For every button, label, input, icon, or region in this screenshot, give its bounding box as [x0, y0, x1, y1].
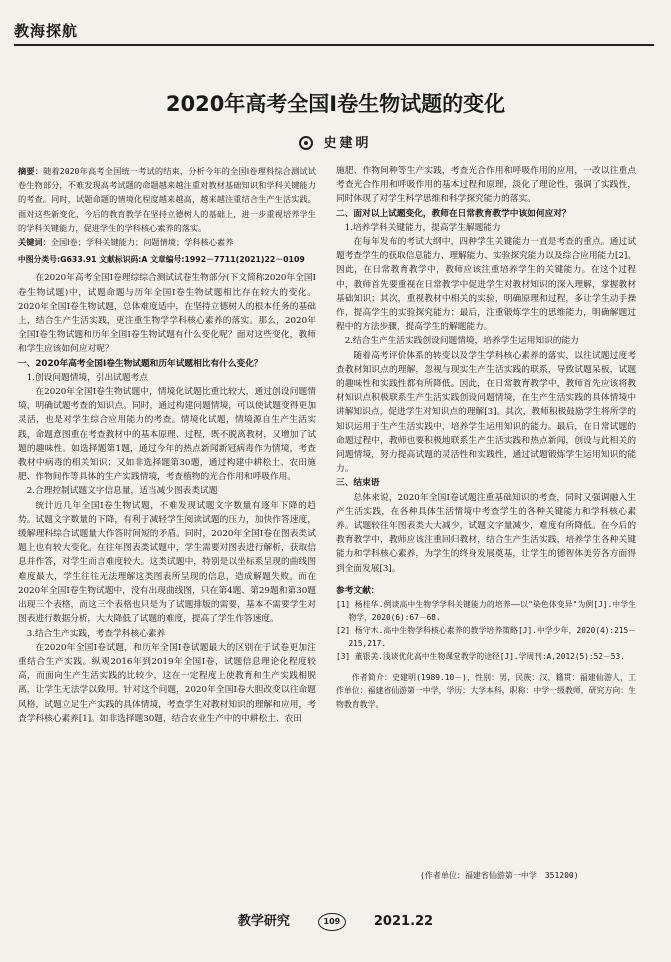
right-paragraph: 随着高考评价体系的转变以及学生学科核心素养的落实，以往试题过度考查教材知识点的理解，忽视与现实生产生活实践的联系，导致试题呆板，试题的趣味性和实践性都有所降低。因此，在日常教育教学中，教师首先应该将教材知识点积极联系生产生活实践创设问题情境，在生产生活实践的具体情境中讲解知识点，促进学生对知识点的理解[3]。其次，教师积极鼓励学生将所学的知识运用于生产生活实践中，培养学生运用知识的能力。最后，在日常试题的命题过程中，教师也要积极地联系生产生活实践和热点新闻，创设与此相关的问题情境，努力提高试题的灵活性和实践性，通过试题锻炼学生运用知识的能力。 — [336, 350, 636, 475]
left-column — [18, 164, 316, 726]
right-paragraph: 在每年发布的考试大纲中，四种学生关键能力一直是考查的重点。通过试题考查学生的获取信息能力、理解能力、实验探究能力以及综合应用能力[2]。因此，在日常教育教学中，教师应该注重培养学生的关键能力。在这个过程中，教师首先要重视在日常教学中促进学生对教材知识的深入理解，掌握教材基础知识；其次，重视教材中相关的实验，明确原理和过程，多让学生动手操作，提高学生的实验探究能力；最后，注重锻炼学生的思维能力，明确解题过程中的方法步骤，提高学生的解题能力。 — [336, 237, 636, 333]
references-list — [336, 598, 636, 663]
left-body — [18, 271, 316, 726]
left-subheading: 1.创设问题情境，引出试题考点 — [26, 372, 148, 383]
left-subheading: 2.合理控制试题文字信息量，适当减少图表类试题 — [26, 486, 218, 497]
author-info: 作者简介：史建明(1989.10－)，性别：男，民族：汉，籍贯：福建仙游人，工作单位：福建省仙游第一中学，学历：大学本科，职称：中学一级教师，研究方向：生物教育教学。 — [336, 673, 636, 709]
abstract — [18, 164, 316, 235]
keywords-text: 全国Ⅰ卷；学科关键能力；问题情境；学科核心素养 — [50, 237, 234, 248]
footer-journal: 教学研究 — [237, 914, 290, 929]
right-subheading: 1.培养学科关键能力，提高学生解题能力 — [344, 222, 501, 233]
section-tag: 教海探航 — [14, 22, 79, 40]
header-divider — [14, 44, 654, 46]
right-body — [336, 164, 636, 576]
author-name: 史建明 — [323, 136, 372, 151]
left-heading: 一、2020年高考全国Ⅰ卷生物试题和历年试题相比有什么变化？ — [18, 358, 263, 369]
right-subheading: 2.结合生产生活实践创设问题情境，培养学生运用知识的能力 — [344, 336, 579, 347]
page-footer — [0, 910, 671, 931]
classification-meta: 中图分类号:G633.91 文献标识码:A 文章编号:1992－7711(2021)22－0109 — [18, 255, 305, 265]
keywords-label: 关键词： — [18, 237, 51, 248]
left-paragraph: 在2020年全国Ⅰ卷试题，和历年全国Ⅰ卷试题最大的区别在于试卷更加注重结合生产实践。纵观2016年到2019年全国Ⅰ卷，试题信息理论化程度较高，而面向生产生活实践的比较少，这在一定程度上使教育和生产实践相脱离，让学生无法学以致用。针对这个问题，2020年全国Ⅰ卷大胆改变以往命题风格，试题立足生产实践的具体情境，考查学生对教材知识的理解和应用，考查学科核心素养[1]。如非选择题30题，结合农业生产中的中耕松土、农田 — [18, 642, 316, 724]
left-paragraph: 在2020年高考全国Ⅰ卷理综综合测试试卷生物部分(下文简称2020年全国Ⅰ卷生物试题)中，试题命题与历年全国Ⅰ卷生物试题相比存在较大的变化。2020年全国Ⅰ卷生物试题，总体难度适中，在坚持立德树人的根本任务的基础上，结合生产生活实践，更注重生物学学科核心素养的落实。那么，2020年全国Ⅰ卷生物试题和历年全国Ⅰ卷生物试题有什么变化呢？面对这些变化，教师和学生应该如何应对呢？ — [18, 273, 316, 355]
right-paragraph: 施肥、作物间种等生产实践，考查光合作用和呼吸作用的应用，一改以往重点考查光合作用和呼吸作用的基本过程和原理，淡化了理论性，强调了实践性，同时体现了对学生科学思维和科学探究能力的落实。 — [336, 166, 636, 205]
author-line — [0, 132, 671, 151]
right-heading: 三、结束语 — [336, 478, 380, 489]
reference-item: [3] 董银美.浅谈优化高中生物课堂教学的途径[J].学周刊:A,2012(5):52－53. — [336, 652, 625, 662]
abstract-text: 随着2020年高考全国统一考试的结束，分析今年的全国Ⅰ卷理科综合测试试卷生物部分，不难发现高考试题的命题越来越注重对教材基础知识和学科关键能力的考查。同时，试题命题的情境化程度越来越高，越来越注重结合生产生活实践。面对这些新变化，今后的教育教学在坚持立德树人的基础上，进一步重视培养学生的学科关键能力，促进学生的学科核心素养的落实。 — [18, 166, 316, 233]
author-affiliation: (作者单位：福建省仙游第一中学 351200) — [420, 871, 579, 880]
author-mark-icon — [299, 136, 313, 150]
article-title: 2020年高考全国Ⅰ卷生物试题的变化 — [165, 92, 506, 116]
right-paragraph: 总体来说，2020年全国Ⅰ卷试题注重基础知识的考查，同时又强调融入生产生活实践，在各种具体生活情境中考查学生的各种关键能力和学科核心素养。试题较往年图表类大大减少，试题文字量减少，难度有所降低。在今后的教育教学中，教师应该注重回归教材，结合生产生活实践，培养学生各种关键能力和学科核心素养，为学生的终身发展奠基，让学生的德智体美劳各方面得到全面发展[3]。 — [336, 492, 636, 574]
footer-issue: 2021.22 — [373, 914, 434, 929]
abstract-label: 摘要： — [18, 166, 44, 176]
reference-item: [1] 杨桂华.例谈高中生物学学科关键能力的培养——以"染色体变异"为例[J].中学生物学，2020(6):67－68. — [336, 600, 636, 623]
left-subheading: 3.结合生产实践，考查学科核心素养 — [26, 628, 166, 639]
reference-item: [2] 杨守木.高中生物学科核心素养的教学培养策略[J].中学少年，2020(4):215－215,217. — [336, 626, 636, 649]
right-heading: 二、面对以上试题变化，教师在日常教育教学中该如何应对？ — [336, 208, 571, 219]
left-paragraph: 在2020年全国Ⅰ卷生物试题中，情境化试题比重比较大，通过创设问题情境，明确试题考查的知识点。同时，通过构建问题情境，可以使试题变得更加灵活，也是对学生综合应用能力的考查。情境化试题，情境源自生产生活实践，命题意图重在考查教材中的基本原理、过程，既不脱离教材，又增加了试题的趣味性。如选择题第1题，通过今年的热点新闻新冠病毒作为情境，考查教材中病毒的相关知识；又如非选择题第30题，通过构建中耕松土、农田施肥、作物间作等具体的生产实践情境，考查植物的光合作用和呼吸作用。 — [18, 387, 316, 483]
references-title: 参考文献： — [336, 585, 380, 596]
footer-page-number: 109 — [318, 913, 346, 931]
right-column — [336, 164, 636, 711]
left-paragraph: 统计近几年全国Ⅰ卷生物试题，不难发现试题文字数量有逐年下降的趋势。试题文字数量的下降，有利于减轻学生阅读试题的压力，加快作答速度，缓解理科综合试题量大作答时间短的矛盾。同时，2020年全国Ⅰ卷在图表类试题上也有较大变化。在往年图表类试题中，学生需要对图表进行解析，获取信息并作答，对学生而言难度较大。这类试题中，特别是以坐标系呈现的曲线图难度最大，学生往往无法理解这类图表所呈现的信息，造成解题失败。而在2020年全国Ⅰ卷生物试题中，没有出现曲线图，只在第4题、第29题和第30题出现三个表格，而这三个表格也只是为了试题排版的需要，基本不需要学生对图表进行数据分析，大大降低了试题的难度，提高了学生作答速度。 — [18, 500, 316, 625]
keywords — [18, 235, 316, 249]
